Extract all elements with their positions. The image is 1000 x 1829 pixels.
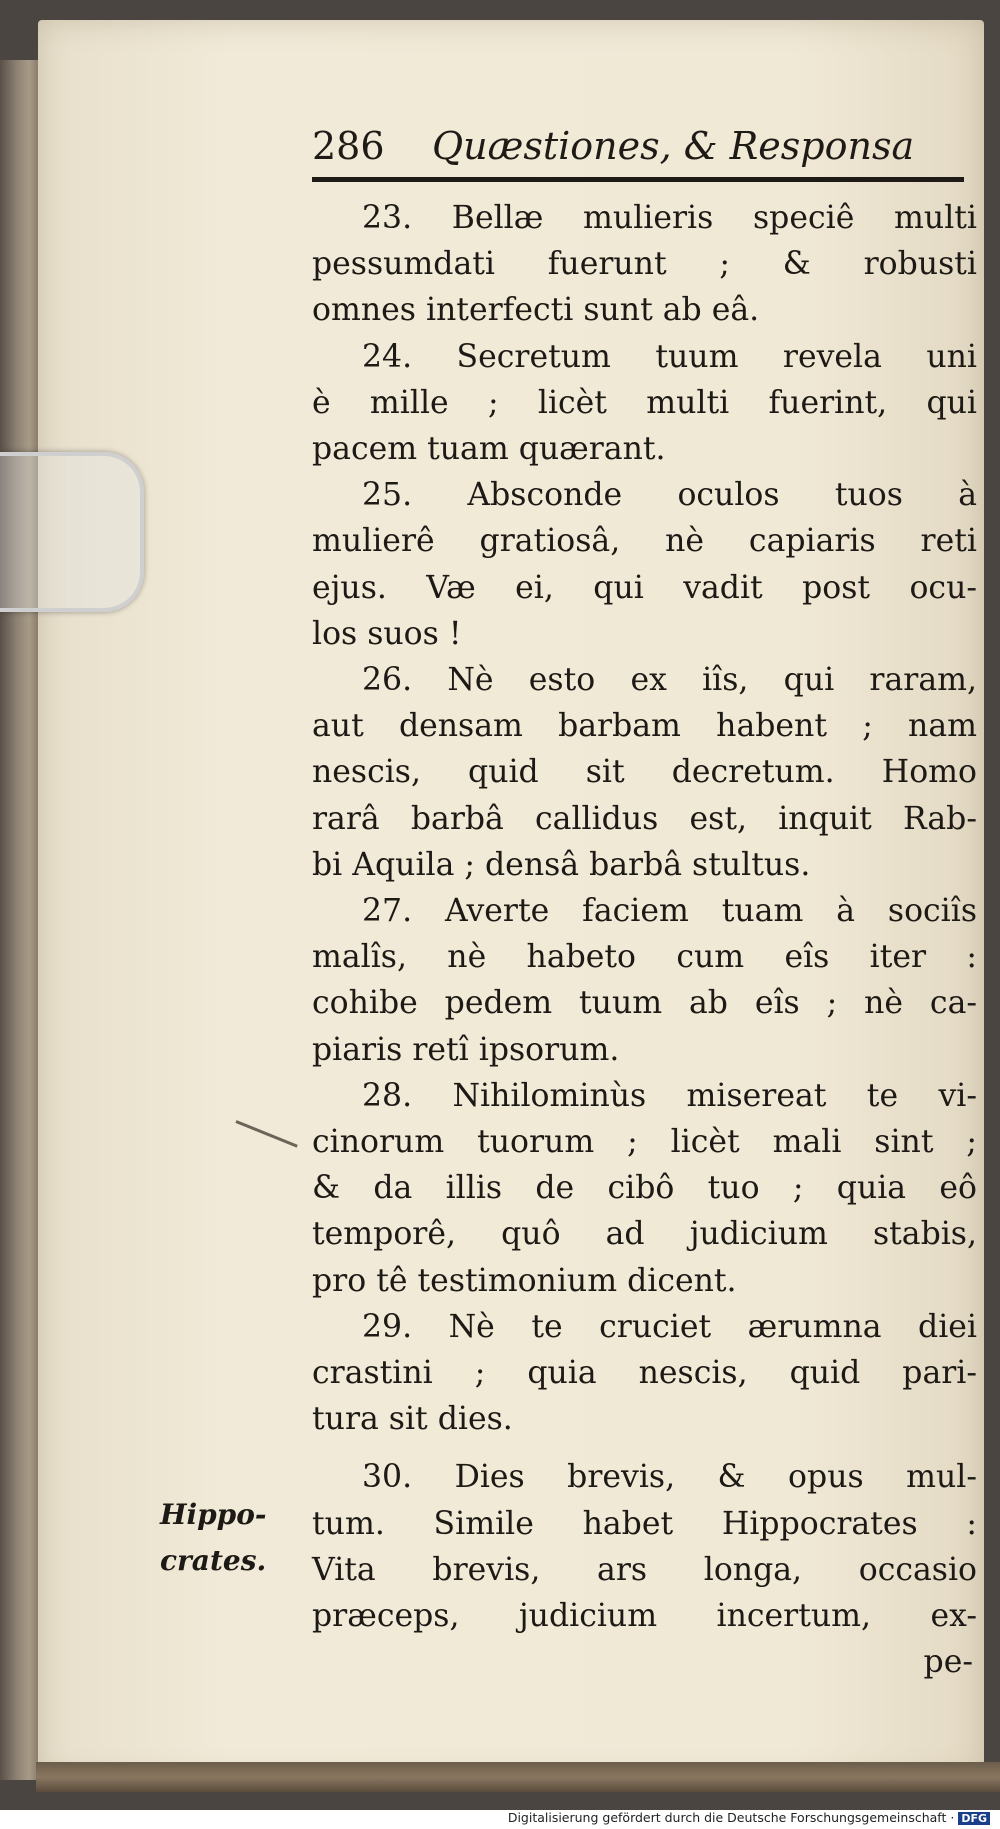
paragraph-23 bbox=[312, 195, 977, 334]
body-text bbox=[312, 195, 977, 1686]
text-line: & da illis de cibô tuo ; quia eô bbox=[312, 1170, 977, 1207]
page-clip bbox=[0, 452, 144, 612]
running-head: Quæstiones, & Responsa bbox=[432, 124, 915, 168]
marginal-note bbox=[160, 1492, 300, 1584]
paragraph-30 bbox=[312, 1454, 977, 1639]
credit-text: Digitalisierung gefördert durch die Deutsche Forschungsgemeinschaft · bbox=[507, 1810, 955, 1825]
text-line: bi Aquila ; densâ barbâ stultus. bbox=[312, 846, 811, 883]
book-bottom-edge bbox=[36, 1762, 1000, 1792]
text-line: piaris retî ipsorum. bbox=[312, 1031, 620, 1068]
marginal-note-line: crates. bbox=[160, 1544, 267, 1577]
text-line: cinorum tuorum ; licèt mali sint ; bbox=[312, 1124, 977, 1161]
text-line: è mille ; licèt multi fuerint, qui bbox=[312, 384, 977, 421]
paragraph-28 bbox=[312, 1073, 977, 1304]
book-spine-edge bbox=[0, 60, 42, 1780]
text-line: aut densam barbam habent ; nam bbox=[312, 708, 977, 745]
text-line: omnes interfecti sunt ab eâ. bbox=[312, 292, 760, 329]
dfg-logo: DFG bbox=[958, 1812, 990, 1825]
text-line: 27. Averte faciem tuam à sociîs bbox=[362, 893, 977, 930]
digitization-credit bbox=[508, 1810, 990, 1825]
paragraph-29 bbox=[312, 1304, 977, 1443]
paragraph-25 bbox=[312, 472, 977, 657]
text-line: pro tê testimonium dicent. bbox=[312, 1262, 737, 1299]
text-line: 30. Dies brevis, & opus mul- bbox=[362, 1459, 977, 1496]
page-header bbox=[312, 124, 972, 184]
text-line: cohibe pedem tuum ab eîs ; nè ca- bbox=[312, 985, 977, 1022]
text-line: 29. Nè te cruciet ærumna diei bbox=[362, 1308, 977, 1345]
text-line: ejus. Væ ei, qui vadit post ocu- bbox=[312, 569, 977, 606]
text-line: pessumdati fuerunt ; & robusti bbox=[312, 246, 977, 283]
text-line: rarâ barbâ callidus est, inquit Rab- bbox=[312, 800, 977, 837]
text-line: 28. Nihilominùs misereat te vi- bbox=[362, 1077, 977, 1114]
page-number: 286 bbox=[312, 124, 385, 168]
text-line: tum. Simile habet Hippocrates : bbox=[312, 1505, 977, 1542]
text-line: los suos ! bbox=[312, 615, 462, 652]
text-line: 24. Secretum tuum revela uni bbox=[362, 338, 977, 375]
text-line: 23. Bellæ mulieris speciê multi bbox=[362, 200, 977, 236]
paragraph-27 bbox=[312, 888, 977, 1073]
text-line: malîs, nè habeto cum eîs iter : bbox=[312, 939, 977, 976]
paragraph-24 bbox=[312, 334, 977, 473]
text-line: tura sit dies. bbox=[312, 1401, 513, 1438]
text-line: nescis, quid sit decretum. Homo bbox=[312, 754, 977, 791]
text-line: Vita brevis, ars longa, occasio bbox=[312, 1551, 977, 1588]
text-line: 25. Absconde oculos tuos à bbox=[362, 477, 977, 514]
text-line: crastini ; quia nescis, quid pari- bbox=[312, 1355, 977, 1392]
text-line: præceps, judicium incertum, ex- bbox=[312, 1598, 977, 1635]
header-rule bbox=[312, 177, 964, 182]
catchword: pe- bbox=[923, 1644, 973, 1681]
text-line: pacem tuam quærant. bbox=[312, 431, 666, 468]
text-line: 26. Nè esto ex iîs, qui raram, bbox=[362, 662, 977, 699]
text-line: temporê, quô ad judicium stabis, bbox=[312, 1216, 977, 1253]
paragraph-26 bbox=[312, 657, 977, 888]
marginal-note-line: Hippo- bbox=[160, 1498, 267, 1531]
text-line: mulierê gratiosâ, nè capiaris reti bbox=[312, 523, 977, 560]
